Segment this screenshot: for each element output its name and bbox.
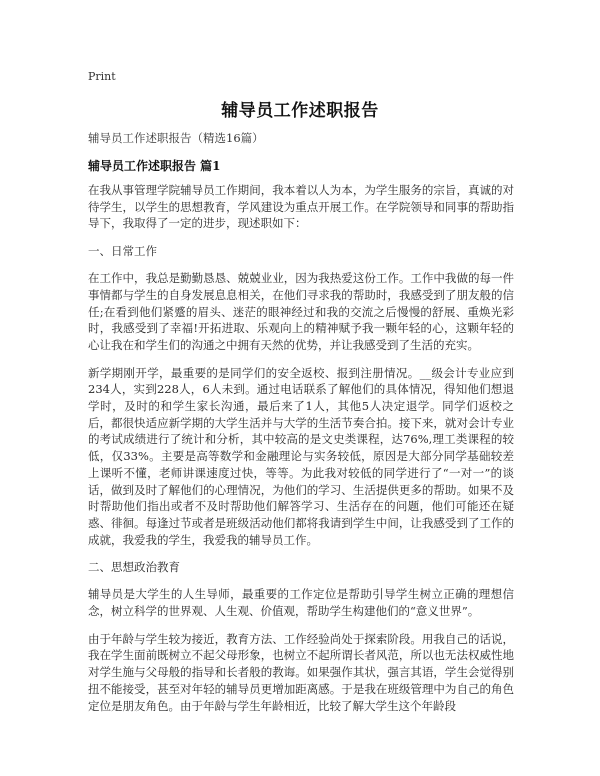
subheading-political-education: 二、思想政治教育 (88, 560, 180, 575)
paragraph-political-education-1: 辅导员是大学生的人生导师，最重要的工作定位是帮助引导学生树立正确的理想信念，树立科学的世界观、人生观、价值观，帮助学生构建他们的“意义世界”。 (88, 587, 514, 619)
section-heading: 辅导员工作述职报告 篇1 (88, 159, 221, 173)
document-body (88, 130, 514, 725)
document-title: 辅导员工作述职报告 (221, 101, 379, 121)
paragraph-political-education-2: 由于年龄与学生较为接近，教育方法、工作经验尚处于探索阶段。用我自己的话说，我在学生面前既树立不起父母形象，也树立不起所谓长者风范，所以也无法权威性地对学生施与父母般的指导和长者般的教诲。如果强作其状，强言其语，学生会觉得别扭不能接受，甚至对年轻的辅导员更增加距离感。于是我在班级管理中为自己的角色定位是朋友角色。由于年龄与学生年龄相近，比较了解大学生这个年龄段 (88, 631, 514, 713)
print-label[interactable]: Print (88, 70, 116, 83)
intro-paragraph: 在我从事管理学院辅导员工作期间，我本着以人为本，为学生服务的宗旨，真诚的对待学生，以学生的思想教育，学风建设为重点开展工作。在学院领导和同事的帮助指导下，我取得了一定的进步，现述职如下： (88, 183, 514, 231)
paragraph-daily-work-2: 新学期刚开学，最重要的是同学们的安全返校、报到注册情况。__级会计专业应到234人，实到228人，6人未到。通过电话联系了解他们的具体情况，得知他们想退学时，及时的和学生家长沟通，最后来了1人，其他5人决定退学。同学们返校之后，都很快适应新学期的大学生活并与大学的生活节奏合拍。接下来，就对会计专业的考试成绩进行了统计和分析，其中较高的是文史类课程，达76%,理工类课程的较低，仅33%。主要是高等数学和金融理论与实务较低，原因是大部分同学基础较差上课听不懂，老师讲课速度过快，等等。为此我对较低的同学进行了“一对一”的谈话，做到及时了解他们的心理情况，为他们的学习、生活提供更多的帮助。如果不及时帮助他们指出或者不及时帮助他们解答学习、生活存在的问题，他们可能还在疑惑、徘徊。每逢过节或者是班级活动他们都将我请到学生中间，让我感受到了工作的成就，我爱我的学生，我爱我的辅导员工作。 (88, 365, 514, 547)
subheading-daily-work: 一、日常工作 (88, 244, 157, 259)
paragraph-daily-work-1: 在工作中，我总是勤勤恳恳、兢兢业业，因为我热爱这份工作。工作中我做的每一件事情都与学生的自身发展息息相关，在他们寻求我的帮助时，我感受到了朋友般的信任;在看到他们紧蹙的眉头、迷茫的眼神经过和我的交流之后慢慢的舒展、重焕光彩时，我感受到了幸福!开拓进取、乐观向上的精神赋予我一颗年轻的心，这颗年轻的心让我在和学生们的沟通之中拥有天然的优势，并让我感受到了生活的充实。 (88, 271, 514, 352)
document-subtitle: 辅导员工作述职报告（精选16篇） (88, 131, 264, 145)
